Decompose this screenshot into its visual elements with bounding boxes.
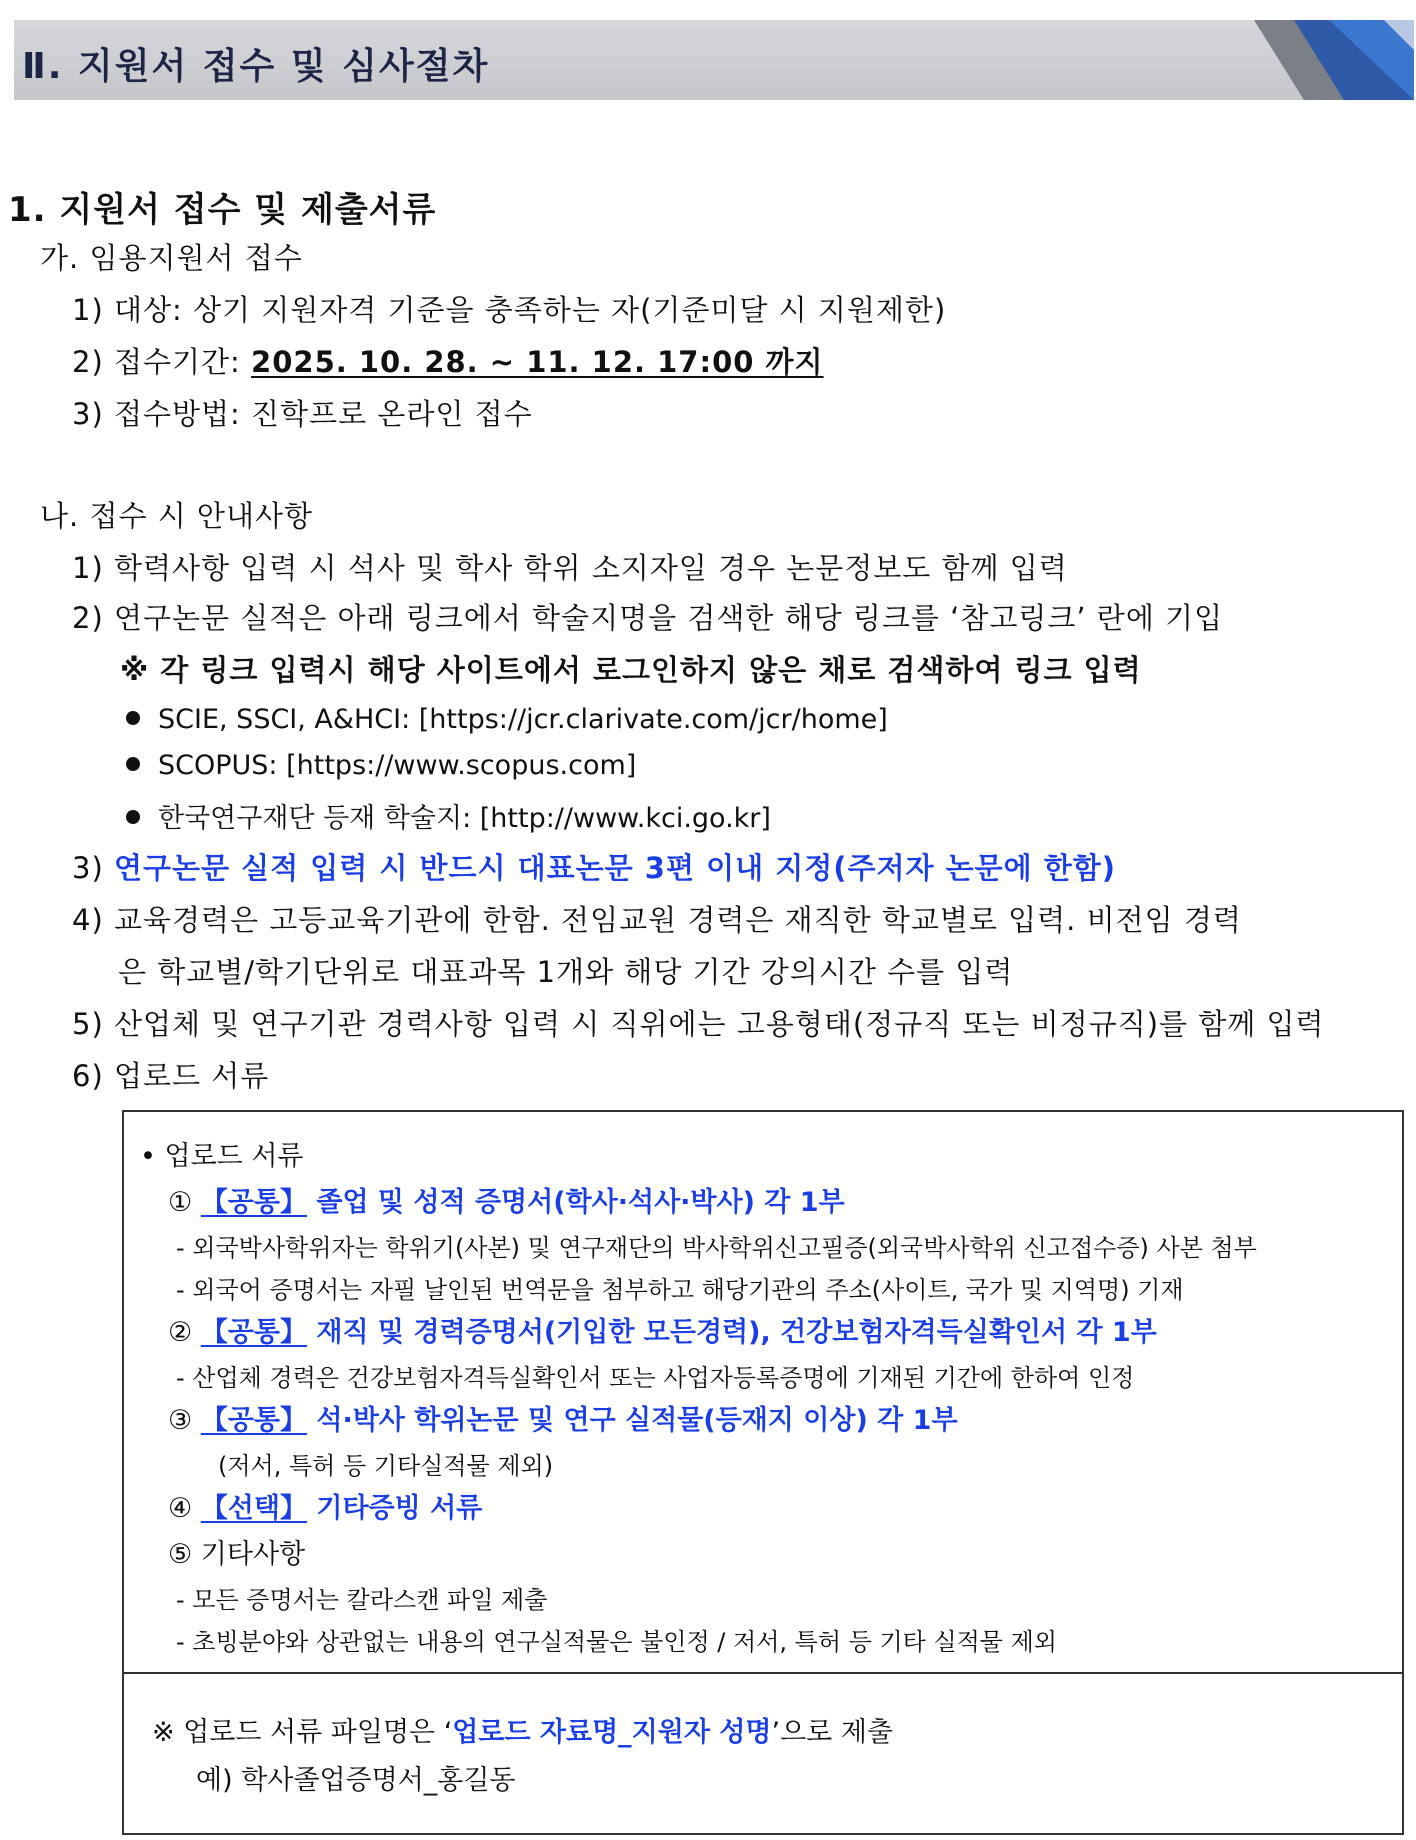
subsection-heading-na: 나. 접수 시 안내사항 [40, 499, 313, 533]
item-text: 석·박사 학위논문 및 연구 실적물(등재지 이상) 각 1부 [306, 1405, 958, 1436]
bullet-icon [126, 711, 140, 725]
upload-item-2 [168, 1310, 1157, 1349]
na-item-4-line1: 4) 교육경력은 고등교육기관에 한함. 전임교원 경력은 재직한 학교별로 입력. 비전임 경력 [72, 903, 1242, 937]
item-number: ③ [168, 1405, 201, 1436]
section-banner [14, 20, 1414, 100]
link-item [126, 750, 636, 781]
filename-note-prefix: ※ 업로드 서류 파일명은 ‘ [152, 1717, 453, 1748]
upload-note: - 초빙분야와 상관없는 내용의 연구실적물은 불인정 / 저서, 특허 등 기타 실적물 제외 [176, 1628, 1057, 1656]
ga-item-3: 3) 접수방법: 진학프로 온라인 접수 [72, 397, 533, 431]
na-item-3 [72, 846, 1116, 887]
upload-box-heading: • 업로드 서류 [140, 1141, 304, 1172]
upload-item-3 [168, 1398, 958, 1437]
link-text-jcr: SCIE, SSCI, A&HCI: [https://jcr.clarivate.com/jcr/home] [158, 704, 888, 735]
application-period: 2025. 10. 28. ~ 11. 12. 17:00 까지 [251, 345, 824, 379]
link-text-scopus: SCOPUS: [https://www.scopus.com] [158, 750, 637, 781]
link-notice: ※ 각 링크 입력시 해당 사이트에서 로그인하지 않은 채로 검색하여 링크 입력 [120, 653, 1142, 687]
bullet-icon [126, 757, 140, 771]
link-item [126, 796, 771, 835]
item-number: ④ [168, 1493, 201, 1524]
filename-note [152, 1710, 893, 1749]
item-number: ① [168, 1187, 201, 1218]
item-tag: 【선택】 [200, 1493, 307, 1524]
item-number: ② [168, 1317, 201, 1348]
na-item-3-text: 연구논문 실적 입력 시 반드시 대표논문 3편 이내 지정(주저자 논문에 한함) [113, 851, 1117, 885]
upload-note: - 외국어 증명서는 자필 날인된 번역문을 첨부하고 해당기관의 주소(사이트, 국가 및 지역명) 기재 [176, 1276, 1184, 1304]
item-tag: 【공통】 [200, 1187, 307, 1218]
subsection-heading-ga: 가. 임용지원서 접수 [40, 241, 303, 275]
filename-note-suffix: ’으로 제출 [771, 1717, 893, 1748]
upload-note: - 외국박사학위자는 학위기(사본) 및 연구재단의 박사학위신고필증(외국박사학위 신고접수증) 사본 첨부 [176, 1234, 1257, 1262]
item-number: ⑤ [168, 1539, 201, 1570]
na-item-3-num: 3) [72, 851, 114, 885]
na-item-1: 1) 학력사항 입력 시 석사 및 학사 학위 소지자일 경우 논문정보도 함께 입력 [72, 551, 1068, 585]
na-item-5: 5) 산업체 및 연구기관 경력사항 입력 시 직위에는 고용형태(정규직 또는 비정규직)를 함께 입력 [72, 1007, 1325, 1041]
ga-item-1: 1) 대상: 상기 지원자격 기준을 충족하는 자(기준미달 시 지원제한) [72, 293, 947, 327]
item-tag: 【공통】 [200, 1317, 307, 1348]
link-text-kci: 한국연구재단 등재 학술지: [http://www.kci.go.kr] [158, 803, 771, 834]
filename-format: 업로드 자료명_지원자 성명 [452, 1717, 772, 1748]
item-text: 재직 및 경력증명서(기입한 모든경력), 건강보험자격득실확인서 각 1부 [306, 1317, 1157, 1348]
upload-item-1 [168, 1180, 845, 1219]
upload-note: - 산업체 경력은 건강보험자격득실확인서 또는 사업자등록증명에 기재된 기간에 한하여 인정 [176, 1364, 1135, 1392]
link-item [126, 704, 888, 735]
bullet-icon [126, 810, 140, 824]
item-tag: 【공통】 [200, 1405, 307, 1436]
section-title: 1. 지원서 접수 및 제출서류 [8, 190, 437, 230]
upload-documents-box [122, 1110, 1404, 1835]
item-text: 기타증빙 서류 [306, 1493, 483, 1524]
box-divider [124, 1672, 1402, 1674]
filename-example: 예) 학사졸업증명서_홍길동 [196, 1765, 516, 1796]
upload-item-4 [168, 1486, 482, 1525]
na-item-6: 6) 업로드 서류 [72, 1059, 270, 1093]
item-text: 졸업 및 성적 증명서(학사·석사·박사) 각 1부 [306, 1187, 845, 1218]
upload-note: - 모든 증명서는 칼라스캔 파일 제출 [176, 1586, 548, 1614]
item-text: 기타사항 [200, 1539, 306, 1570]
banner-title: Ⅱ. 지원서 접수 및 심사절차 [22, 46, 490, 87]
upload-item-5 [168, 1532, 305, 1571]
ga-item-2 [72, 340, 824, 381]
na-item-2: 2) 연구논문 실적은 아래 링크에서 학술지명을 검색한 해당 링크를 ‘참고링크’ 란에 기입 [72, 601, 1224, 635]
ga-item-2-label: 2) 접수기간: [72, 345, 252, 379]
upload-note: (저서, 특허 등 기타실적물 제외) [218, 1452, 554, 1480]
banner-decoration-icon [1234, 20, 1414, 100]
na-item-4-line2: 은 학교별/학기단위로 대표과목 1개와 해당 기간 강의시간 수를 입력 [118, 955, 1014, 989]
